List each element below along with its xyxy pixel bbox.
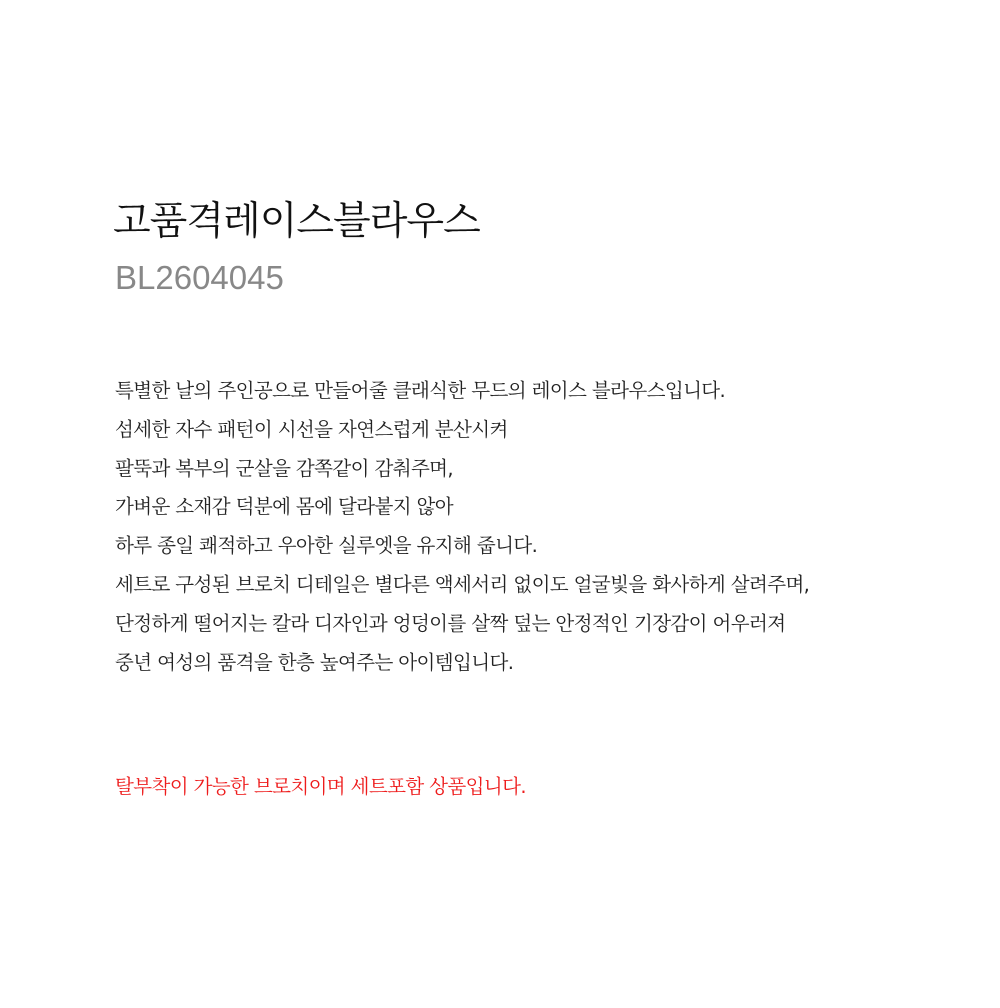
description-line: 세트로 구성된 브로치 디테일은 별다른 액세서리 없이도 얼굴빛을 화사하게 살려주며, xyxy=(115,572,810,596)
description-line: 특별한 날의 주인공으로 만들어줄 클래식한 무드의 레이스 블라우스입니다. xyxy=(115,379,726,402)
product-code: BL2604045 xyxy=(115,259,284,296)
product-title: 고품격레이스블라우스 xyxy=(113,199,480,244)
description-line: 팔뚝과 복부의 군살을 감쪽같이 감춰주며, xyxy=(115,456,454,480)
description-line: 단정하게 떨어지는 칼라 디자인과 엉덩이를 살짝 덮는 안정적인 기장감이 어우러져 xyxy=(115,611,786,635)
description-line: 중년 여성의 품격을 한층 높여주는 아이템입니다. xyxy=(115,650,514,674)
description-line: 섬세한 자수 패턴이 시선을 자연스럽게 분산시켜 xyxy=(115,417,508,441)
description-line: 하루 종일 쾌적하고 우아한 실루엣을 유지해 줍니다. xyxy=(115,534,538,558)
product-description xyxy=(115,372,809,682)
description-line: 가벼운 소재감 덕분에 몸에 달라붙지 않아 xyxy=(115,495,454,519)
set-included-notice: 탈부착이 가능한 브로치이며 세트포함 상품입니다. xyxy=(115,775,526,798)
